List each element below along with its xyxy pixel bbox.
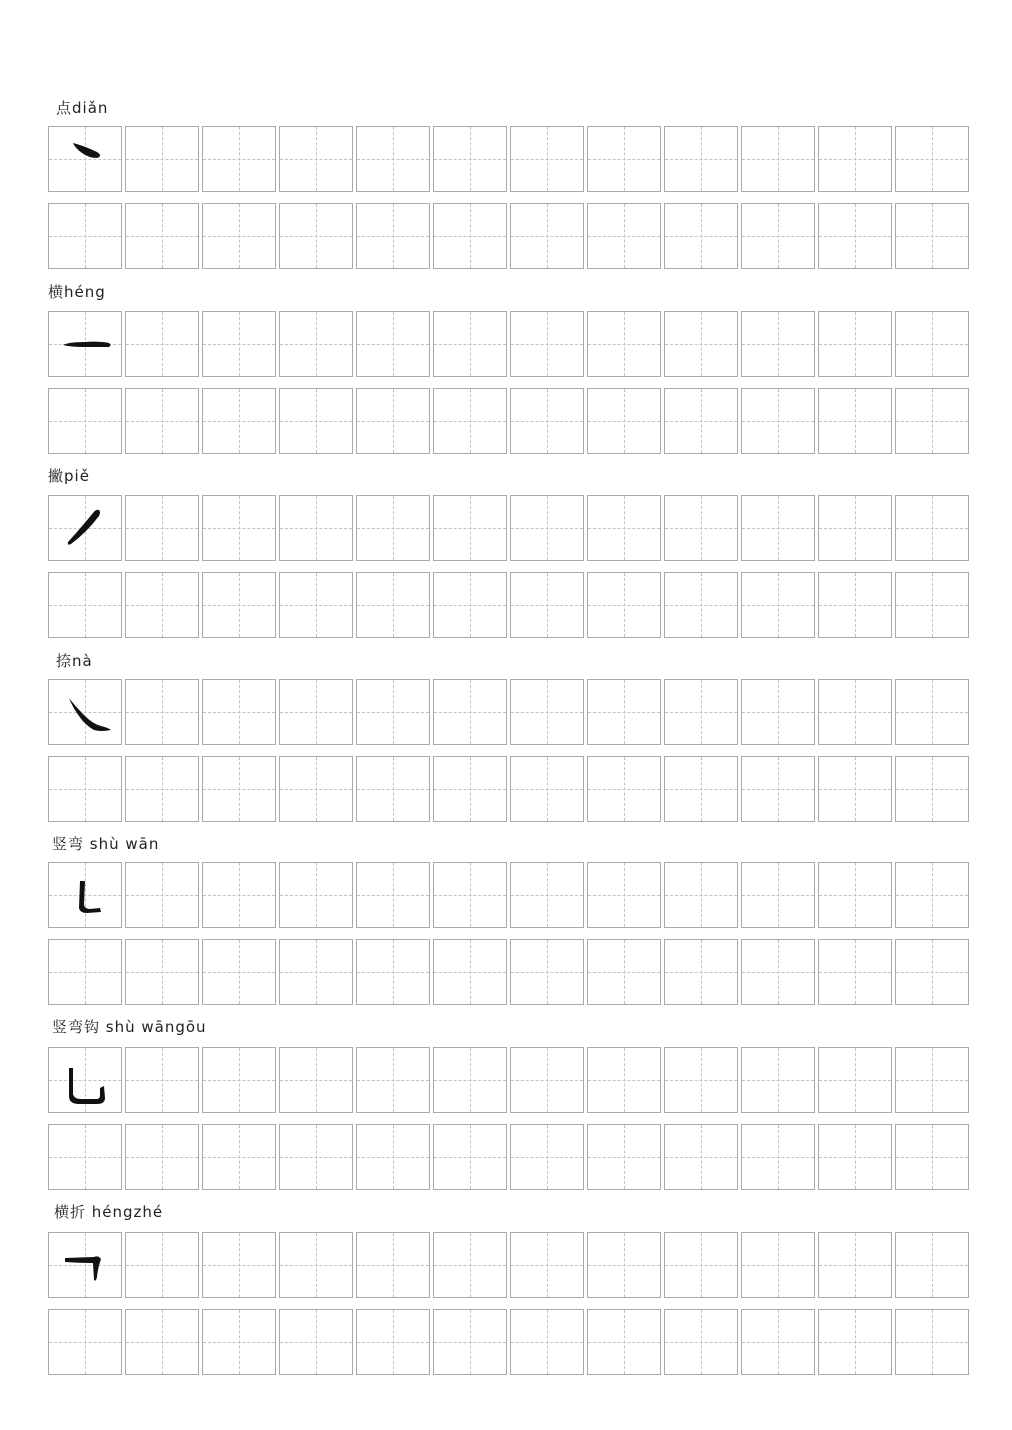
tianzige-cell [510, 1232, 584, 1298]
tianzige-cell [279, 1124, 353, 1190]
tianzige-cell [510, 388, 584, 454]
tianzige-cell [895, 203, 969, 269]
tianzige-cell [202, 756, 276, 822]
tianzige-cell [510, 572, 584, 638]
tianzige-cell [125, 388, 199, 454]
tianzige-cell [356, 388, 430, 454]
pie-stroke-icon [49, 496, 121, 560]
tianzige-cell [356, 862, 430, 928]
tianzige-cell [818, 388, 892, 454]
practice-row-example [48, 1047, 969, 1113]
tianzige-cell [48, 388, 122, 454]
tianzige-cell [510, 203, 584, 269]
tianzige-cell [202, 1124, 276, 1190]
tianzige-cell [48, 126, 122, 192]
tianzige-cell [664, 862, 738, 928]
stroke-label: 横héng [48, 283, 106, 301]
tianzige-cell [741, 126, 815, 192]
tianzige-cell [125, 203, 199, 269]
practice-row-blank [48, 1124, 969, 1190]
shuwangou-stroke-icon [49, 1048, 121, 1112]
na-stroke-icon [49, 680, 121, 744]
tianzige-cell [202, 126, 276, 192]
tianzige-cell [202, 862, 276, 928]
tianzige-cell [664, 1047, 738, 1113]
tianzige-cell [279, 939, 353, 1005]
tianzige-cell [125, 1124, 199, 1190]
tianzige-cell [664, 939, 738, 1005]
tianzige-cell [510, 862, 584, 928]
tianzige-cell [433, 756, 507, 822]
tianzige-cell [895, 756, 969, 822]
tianzige-cell [48, 1047, 122, 1113]
tianzige-cell [741, 388, 815, 454]
tianzige-cell [741, 1232, 815, 1298]
tianzige-cell [279, 495, 353, 561]
stroke-label: 横折 héngzhé [54, 1203, 164, 1221]
tianzige-cell [587, 1124, 661, 1190]
tianzige-cell [433, 1232, 507, 1298]
tianzige-cell [741, 1047, 815, 1113]
tianzige-cell [818, 1124, 892, 1190]
tianzige-cell [433, 1309, 507, 1375]
tianzige-cell [356, 756, 430, 822]
tianzige-cell [587, 1047, 661, 1113]
practice-row-blank [48, 572, 969, 638]
tianzige-cell [433, 495, 507, 561]
tianzige-cell [202, 495, 276, 561]
tianzige-cell [433, 572, 507, 638]
tianzige-cell [587, 495, 661, 561]
tianzige-cell [587, 756, 661, 822]
tianzige-cell [48, 1232, 122, 1298]
tianzige-cell [510, 679, 584, 745]
tianzige-cell [48, 572, 122, 638]
tianzige-cell [202, 1232, 276, 1298]
tianzige-cell [48, 679, 122, 745]
tianzige-cell [356, 126, 430, 192]
tianzige-cell [279, 1232, 353, 1298]
tianzige-cell [664, 311, 738, 377]
tianzige-cell [818, 203, 892, 269]
tianzige-cell [818, 862, 892, 928]
tianzige-cell [356, 203, 430, 269]
shuwan-stroke-icon [49, 863, 121, 927]
tianzige-cell [818, 126, 892, 192]
tianzige-cell [433, 1047, 507, 1113]
tianzige-cell [587, 1309, 661, 1375]
tianzige-cell [895, 939, 969, 1005]
tianzige-cell [202, 203, 276, 269]
practice-row-example [48, 311, 969, 377]
tianzige-cell [356, 1047, 430, 1113]
tianzige-cell [433, 203, 507, 269]
tianzige-cell [664, 1232, 738, 1298]
tianzige-cell [587, 126, 661, 192]
tianzige-cell [510, 1124, 584, 1190]
tianzige-cell [587, 1232, 661, 1298]
tianzige-cell [279, 311, 353, 377]
tianzige-cell [587, 939, 661, 1005]
tianzige-cell [587, 572, 661, 638]
tianzige-cell [279, 126, 353, 192]
tianzige-cell [587, 203, 661, 269]
tianzige-cell [510, 311, 584, 377]
heng-stroke-icon [49, 312, 121, 376]
tianzige-cell [741, 862, 815, 928]
tianzige-cell [741, 1309, 815, 1375]
stroke-label: 撇piě [48, 467, 90, 485]
tianzige-cell [125, 311, 199, 377]
tianzige-cell [818, 572, 892, 638]
tianzige-cell [664, 1124, 738, 1190]
tianzige-cell [818, 756, 892, 822]
tianzige-cell [664, 203, 738, 269]
tianzige-cell [48, 1309, 122, 1375]
tianzige-cell [125, 862, 199, 928]
tianzige-cell [664, 679, 738, 745]
tianzige-cell [895, 388, 969, 454]
tianzige-cell [279, 1047, 353, 1113]
tianzige-cell [356, 311, 430, 377]
tianzige-cell [279, 203, 353, 269]
tianzige-cell [202, 679, 276, 745]
tianzige-cell [356, 939, 430, 1005]
tianzige-cell [125, 572, 199, 638]
tianzige-cell [356, 572, 430, 638]
tianzige-cell [433, 862, 507, 928]
tianzige-cell [510, 1047, 584, 1113]
tianzige-cell [356, 1232, 430, 1298]
tianzige-cell [125, 679, 199, 745]
tianzige-cell [433, 311, 507, 377]
tianzige-cell [587, 679, 661, 745]
practice-row-example [48, 679, 969, 745]
tianzige-cell [279, 1309, 353, 1375]
tianzige-cell [433, 939, 507, 1005]
tianzige-cell [48, 311, 122, 377]
tianzige-cell [895, 1232, 969, 1298]
tianzige-cell [510, 1309, 584, 1375]
tianzige-cell [433, 679, 507, 745]
tianzige-cell [587, 862, 661, 928]
tianzige-cell [356, 679, 430, 745]
tianzige-cell [48, 756, 122, 822]
tianzige-cell [664, 388, 738, 454]
tianzige-cell [664, 126, 738, 192]
tianzige-cell [510, 939, 584, 1005]
tianzige-cell [48, 939, 122, 1005]
tianzige-cell [818, 939, 892, 1005]
tianzige-cell [125, 1309, 199, 1375]
tianzige-cell [818, 1047, 892, 1113]
tianzige-cell [895, 1309, 969, 1375]
tianzige-cell [664, 756, 738, 822]
tianzige-cell [356, 495, 430, 561]
hengzhe-stroke-icon [49, 1233, 121, 1297]
tianzige-cell [818, 1232, 892, 1298]
tianzige-cell [895, 311, 969, 377]
tianzige-cell [202, 572, 276, 638]
practice-row-example [48, 1232, 969, 1298]
tianzige-cell [587, 311, 661, 377]
practice-row-blank [48, 939, 969, 1005]
tianzige-cell [279, 388, 353, 454]
practice-row-blank [48, 388, 969, 454]
tianzige-cell [433, 388, 507, 454]
tianzige-cell [741, 679, 815, 745]
tianzige-cell [48, 862, 122, 928]
stroke-label: 点diǎn [56, 99, 109, 117]
tianzige-cell [895, 862, 969, 928]
practice-row-example [48, 495, 969, 561]
tianzige-cell [741, 1124, 815, 1190]
tianzige-cell [664, 495, 738, 561]
stroke-label: 捺nà [56, 652, 93, 670]
tianzige-cell [48, 1124, 122, 1190]
tianzige-cell [818, 679, 892, 745]
tianzige-cell [433, 1124, 507, 1190]
tianzige-cell [279, 679, 353, 745]
tianzige-cell [279, 572, 353, 638]
tianzige-cell [202, 311, 276, 377]
tianzige-cell [741, 203, 815, 269]
tianzige-cell [587, 388, 661, 454]
tianzige-cell [895, 572, 969, 638]
tianzige-cell [279, 756, 353, 822]
practice-row-example [48, 126, 969, 192]
tianzige-cell [741, 756, 815, 822]
tianzige-cell [125, 1232, 199, 1298]
tianzige-cell [125, 126, 199, 192]
tianzige-cell [664, 1309, 738, 1375]
tianzige-cell [125, 939, 199, 1005]
tianzige-cell [741, 311, 815, 377]
stroke-label: 竖弯钩 shù wāngōu [52, 1018, 207, 1036]
tianzige-cell [356, 1309, 430, 1375]
tianzige-cell [818, 1309, 892, 1375]
tianzige-cell [510, 126, 584, 192]
tianzige-cell [48, 495, 122, 561]
tianzige-cell [741, 939, 815, 1005]
tianzige-cell [895, 495, 969, 561]
tianzige-cell [664, 572, 738, 638]
tianzige-cell [741, 495, 815, 561]
tianzige-cell [895, 679, 969, 745]
tianzige-cell [818, 495, 892, 561]
tianzige-cell [510, 495, 584, 561]
tianzige-cell [895, 1124, 969, 1190]
tianzige-cell [202, 1047, 276, 1113]
tianzige-cell [433, 126, 507, 192]
tianzige-cell [279, 862, 353, 928]
tianzige-cell [202, 1309, 276, 1375]
practice-row-example [48, 862, 969, 928]
tianzige-cell [125, 495, 199, 561]
tianzige-cell [895, 1047, 969, 1113]
tianzige-cell [125, 756, 199, 822]
stroke-label: 竖弯 shù wān [52, 835, 160, 853]
practice-row-blank [48, 1309, 969, 1375]
tianzige-cell [125, 1047, 199, 1113]
tianzige-cell [818, 311, 892, 377]
tianzige-cell [895, 126, 969, 192]
tianzige-cell [356, 1124, 430, 1190]
tianzige-cell [510, 756, 584, 822]
tianzige-cell [202, 939, 276, 1005]
tianzige-cell [202, 388, 276, 454]
tianzige-cell [48, 203, 122, 269]
dian-stroke-icon [49, 127, 121, 191]
tianzige-cell [741, 572, 815, 638]
practice-row-blank [48, 203, 969, 269]
practice-row-blank [48, 756, 969, 822]
